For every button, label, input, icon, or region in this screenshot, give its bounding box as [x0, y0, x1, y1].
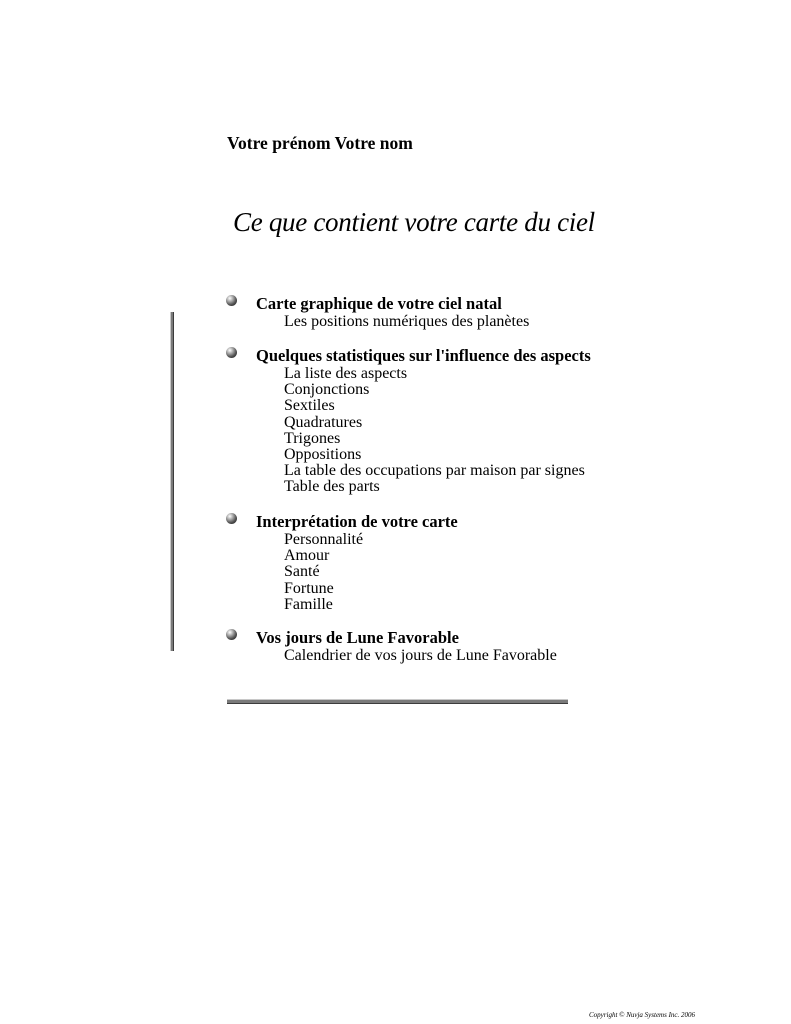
sphere-bullet-icon — [226, 295, 237, 306]
section-heading: Interprétation de votre carte — [256, 512, 458, 531]
sphere-bullet-icon — [226, 513, 237, 524]
section-moon-days — [226, 628, 746, 664]
list-item: Table des parts — [284, 478, 380, 496]
list-item: Les positions numériques des planètes — [284, 313, 530, 330]
list-item: Calendrier de vos jours de Lune Favorable — [284, 647, 557, 664]
horizontal-divider — [227, 699, 568, 704]
list-item: Oppositions — [284, 446, 362, 464]
section-items — [284, 648, 746, 664]
list-item: La liste des aspects — [284, 365, 408, 382]
list-item: Fortune — [284, 579, 334, 597]
list-item: Conjonctions — [284, 381, 370, 399]
list-item: Sextiles — [284, 397, 335, 415]
list-item: Trigones — [284, 429, 341, 447]
user-name-heading: Votre prénom Votre nom — [227, 133, 413, 153]
list-item: Amour — [284, 547, 330, 565]
list-item: Famille — [284, 595, 333, 613]
sphere-bullet-icon — [226, 347, 237, 358]
section-chart — [226, 294, 746, 330]
page-title: Ce que contient votre carte du ciel — [233, 207, 595, 237]
list-item: Personnalité — [284, 531, 364, 548]
section-statistics — [226, 346, 746, 496]
section-heading: Carte graphique de votre ciel natal — [256, 294, 502, 313]
list-item: La table des occupations par maison par signes — [284, 462, 585, 480]
section-interpretation — [226, 512, 746, 613]
section-heading: Vos jours de Lune Favorable — [256, 628, 459, 647]
copyright-notice: Copyright © Nuvja Systems Inc. 2006 — [589, 1011, 696, 1019]
list-item: Santé — [284, 563, 320, 581]
sphere-bullet-icon — [226, 629, 237, 640]
vertical-divider — [170, 312, 174, 651]
list-item: Quadratures — [284, 413, 363, 431]
section-items — [284, 532, 746, 613]
section-heading: Quelques statistiques sur l'influence des aspects — [256, 346, 591, 365]
section-items — [284, 366, 746, 496]
section-items — [284, 314, 746, 330]
